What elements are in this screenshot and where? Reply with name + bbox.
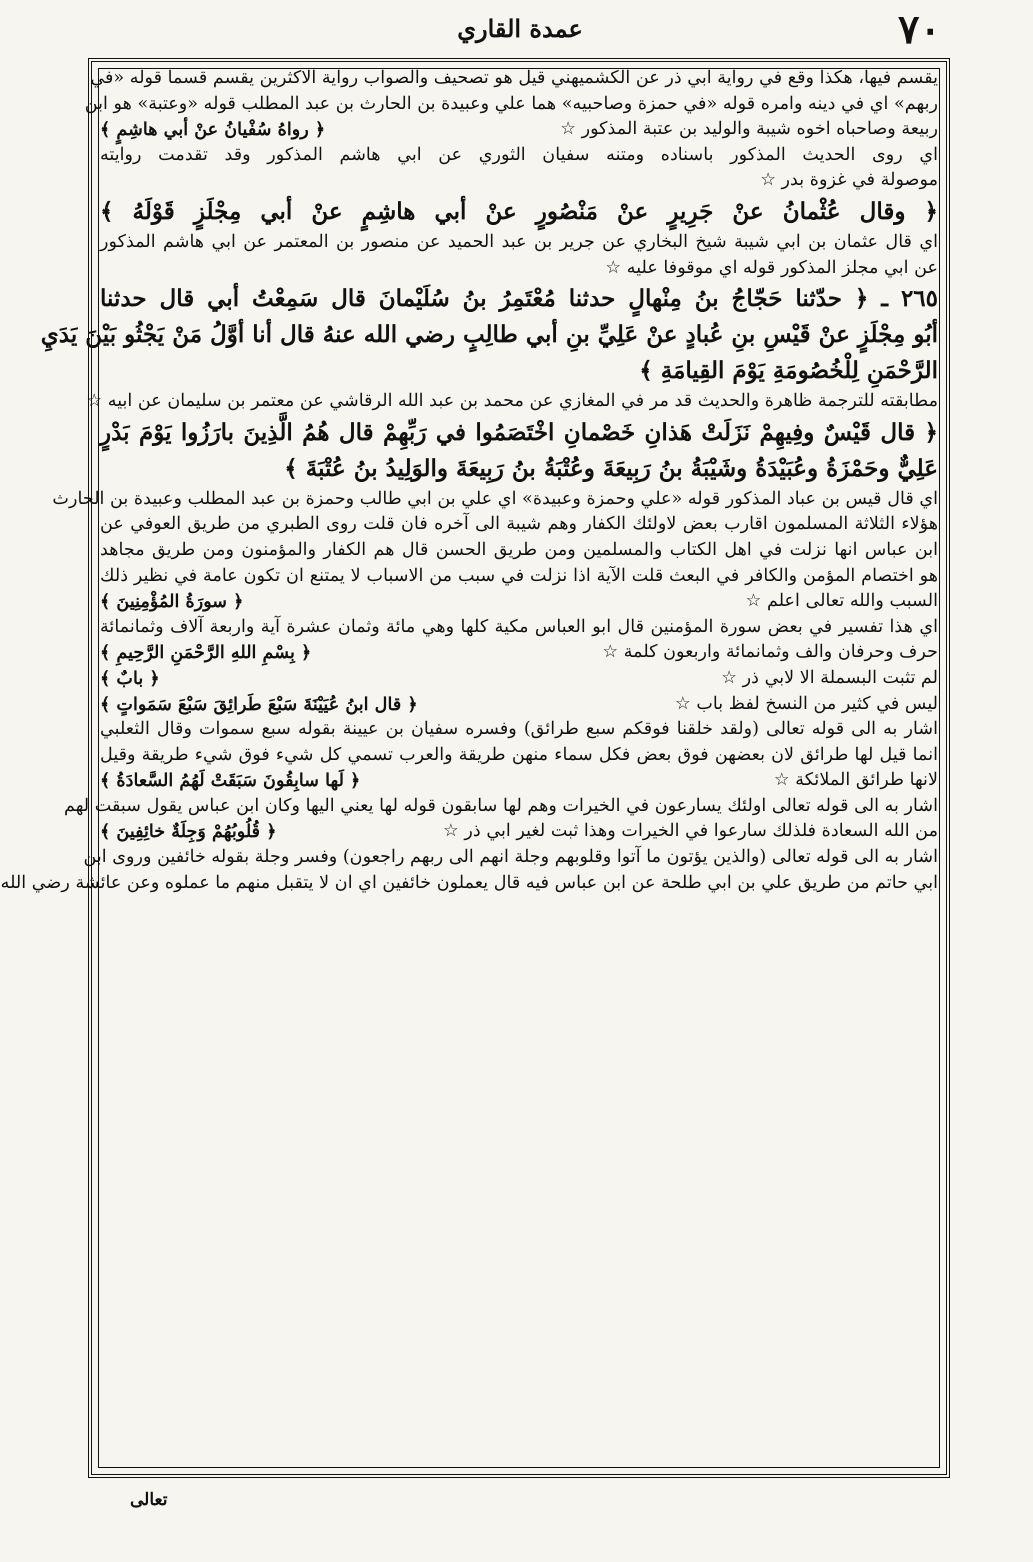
text-line: اي قال عثمان بن ابي شيبة شيخ البخاري عن جرير بن عبد الحميد عن منصور بن المعتمر عن ابي هاشم المذكور — [100, 231, 938, 252]
text-line: موصولة في غزوة بدر ☆ — [760, 170, 938, 191]
line-heading: ﴿ لَها سابِقُونَ سَبَقَتْ لَهُمُ السَّعادَةُ ﴾ — [100, 770, 361, 792]
page-body — [0, 66, 938, 896]
text-line: هو اختصام المؤمن والكافر في البعث قلت الآية اذا نزلت في سبب من الاسباب لا يمتنع ان تكون عامة في نظير ذلك — [100, 565, 938, 586]
line-heading: ﴿ قُلُوبُهُمْ وَجِلَةٌ خائِفِينَ ﴾ — [100, 821, 277, 843]
line-heading: ﴿ بابٌ ﴾ — [100, 667, 160, 689]
line-commentary: ليس في كثير من النسخ لفظ باب ☆ — [674, 693, 938, 714]
text-line: عن ابي مجلز المذكور قوله اي موقوفا عليه ☆ — [605, 257, 938, 278]
text-line — [100, 768, 938, 794]
page-header — [0, 0, 1033, 58]
text-line: اشار به الى قوله تعالى (والذين يؤتون ما آتوا وقلوبهم وجلة انهم الى ربهم راجعون) وفسر وجلة بقوله خائفين وروى ابن — [83, 847, 938, 868]
catchword: تعالى — [130, 1490, 168, 1510]
hadith-text-line: ﴿ قال قَيْسٌ وفِيهِمْ نَزَلَتْ هَذانِ خَصْمانِ اخْتَصَمُوا في رَبِّهِمْ قال هُمُ الَّذِينَ بارَزُوا يَوْمَ بَدْرٍ — [100, 418, 938, 446]
text-line: اشار به الى قوله تعالى اولئك يسارعون في الخيرات وهم لها سابقون قوله لها يعني اليها وكان ابن عباس يقول سبقت لهم — [63, 795, 938, 816]
text-line: اي قال قيس بن عباد المذكور قوله «علي وحمزة وعبيدة» اي علي بن ابي طالب وحمزة بن عبد المطلب وعبيدة بن الحارث — [52, 488, 938, 509]
line-commentary: لانها طرائق الملائكة ☆ — [773, 770, 938, 791]
text-line — [100, 589, 938, 615]
text-line — [100, 692, 938, 718]
text-line: اشار به الى قوله تعالى (ولقد خلقنا فوقكم سبع طرائق) وفسره سفيان بن عيينة بقوله سبع سموات وقال الثعلبي — [100, 719, 938, 740]
text-line: ابي حاتم من طريق علي بن ابي طلحة عن ابن عباس فيه قال يعملون خائفين اي ان لا يتقبل منهم ما عملوه وعن عائشة رضي الله — [0, 872, 938, 893]
text-line — [100, 819, 938, 845]
line-commentary: لم تثبت البسملة الا لابي ذر ☆ — [721, 667, 938, 688]
line-heading: ﴿ بِسْمِ اللهِ الرَّحْمَنِ الرَّحِيمِ ﴾ — [100, 642, 312, 664]
page-number: ٧٠ — [898, 6, 941, 53]
text-line: اي هذا تفسير في بعض سورة المؤمنين قال ابو العباس مكية كلها وهي مائة وثمان عشرة آية واربعة آلاف وثمانمائة — [100, 616, 938, 637]
line-heading: ﴿ رواهُ سُفْيانُ عنْ أبي هاشِمٍ ﴾ — [100, 119, 326, 141]
text-line: ابن عباس انها نزلت في اهل الكتاب والمسلمين ومن طريق الحسن قال هم الكفار والمؤمنون ومن طريق مجاهد — [100, 539, 938, 560]
text-line: انما قيل لها طرائق لان بعضهن فوق بعض فكل سماء منهن طريقة والعرب تسمي كل شيء فوق شيء طريقة وقيل — [100, 744, 938, 765]
hadith-text-line: ﴿ وقال عُثْمانُ عنْ جَرِيرٍ عنْ مَنْصُورٍ عنْ أبي هاشِمٍ عنْ أبي مِجْلَزٍ قَوْلَهُ ﴾ — [100, 197, 938, 225]
text-line — [100, 117, 938, 143]
running-title: عمدة القاري — [457, 14, 583, 43]
text-line — [100, 640, 938, 666]
hadith-text-line: ٢٦٥ ـ ﴿ حدّثنا حَجّاجُ بنُ مِنْهالٍ حدثنا مُعْتَمِرُ بنُ سُلَيْمانَ قال سَمِعْتُ أبي قال حدثنا — [100, 285, 938, 313]
hadith-text-line: عَلِيٌّ وحَمْزَةُ وعُبَيْدَةُ وشَيْبَةُ بنُ رَبِيعَةَ وعُتْبَةُ بنُ رَبِيعَةَ والوَلِيدُ بنُ عُتْبَةَ ﴾ — [284, 454, 938, 482]
hadith-text-line: الرَّحْمَنِ لِلْخُصُومَةِ يَوْمَ القِيامَةِ ﴾ — [639, 357, 938, 385]
line-commentary: حرف وحرفان والف وثمانمائة واربعون كلمة ☆ — [602, 642, 938, 663]
line-commentary: السبب والله تعالى اعلم ☆ — [745, 591, 938, 612]
text-line: ربهم» اي في دينه وامره قوله «في حمزة وصاحبيه» هما علي وعبيدة بن الحارث بن عبد المطلب قوله «وعتبة» هو ابن — [84, 93, 938, 114]
text-line: اي روى الحديث المذكور باسناده ومتنه سفيان الثوري عن ابي هاشم المذكور وقد تقدمت روايته — [100, 144, 938, 165]
line-commentary: ربيعة وصاحباه اخوه شيبة والوليد بن عتبة المذكور ☆ — [560, 119, 938, 140]
line-commentary: من الله السعادة فلذلك سارعوا في الخيرات وهذا ثبت لغير ابي ذر ☆ — [443, 821, 938, 842]
hadith-text-line: أبُو مِجْلَزٍ عنْ قَيْسِ بنِ عُبادٍ عنْ عَلِيِّ بنِ أبي طالِبٍ رضي الله عنهُ قال أنا أوَّلُ مَنْ يَجْثُو بَيْنَ يَدَيِ — [40, 321, 938, 349]
line-heading: ﴿ سورَةُ المُؤْمِنِينَ ﴾ — [100, 591, 244, 613]
text-line — [100, 666, 938, 692]
text-line: هؤلاء الثلاثة المسلمون اقارب بعض لاولئك الكفار وهم شيبة الى آخره فان قلت روى الطبري من طريق العوفي عن — [100, 514, 938, 535]
line-heading: ﴿ قال ابنُ عُيَيْنَةَ سَبْعَ طَرائِقَ سَبْعَ سَمَواتٍ ﴾ — [100, 693, 418, 715]
text-line: مطابقته للترجمة ظاهرة والحديث قد مر في المغازي عن محمد بن عبد الله الرقاشي عن معتمر بن سليمان عن ابيه ☆ — [86, 391, 938, 412]
text-line: يقسم فيها، هكذا وقع في رواية ابي ذر عن الكشميهني قيل هو تصحيف والصواب رواية الاكثرين يقسم قسما قوله «في — [90, 68, 938, 88]
